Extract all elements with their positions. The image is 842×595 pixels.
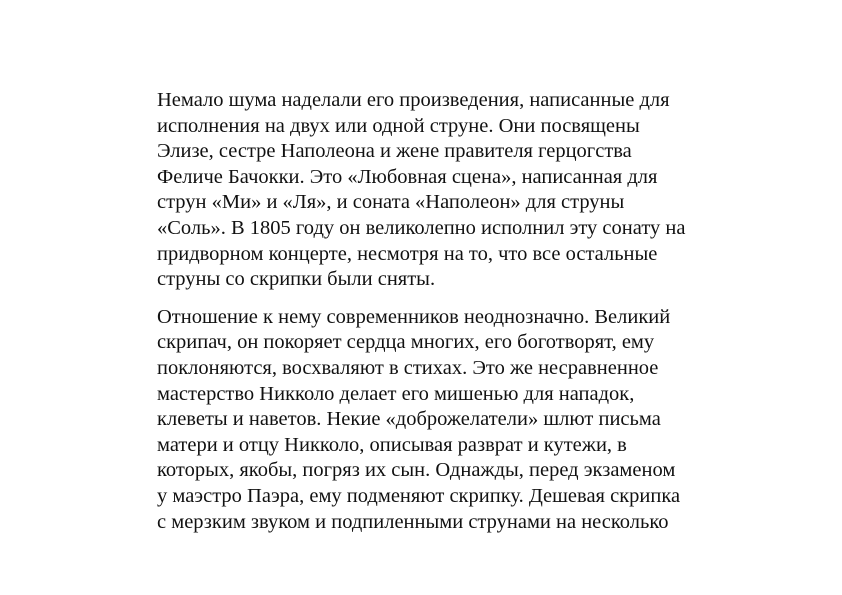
text-line: струны со скрипки были сняты. <box>157 268 436 291</box>
text-line: придворном концерте, несмотря на то, что все остальные <box>157 242 658 265</box>
document-text <box>157 88 757 535</box>
paragraph-2 <box>157 305 757 535</box>
text-line: Немало шума наделали его произведения, написанные для <box>157 89 670 111</box>
text-line: Феличе Бачокки. Это «Любовная сцена», написанная для <box>157 165 658 188</box>
text-line: поклоняются, восхваляют в стихах. Это же несравненное <box>157 356 659 379</box>
text-line: исполнения на двух или одной струне. Они посвящены <box>157 114 640 137</box>
paragraph-1 <box>157 88 757 293</box>
text-line: клеветы и наветов. Некие «доброжелатели» шлют письма <box>157 408 661 431</box>
text-line: Отношение к нему современников неоднозначно. Великий <box>157 305 671 328</box>
text-line: скрипач, он покоряет сердца многих, его боготворят, ему <box>157 331 655 354</box>
text-line: с мерзким звуком и подпиленными струнами на несколько <box>157 510 669 533</box>
text-line: которых, якобы, погряз их сын. Однажды, перед экзаменом <box>157 459 676 482</box>
text-line: мастерство Никколо делает его мишенью для нападок, <box>157 382 635 405</box>
text-line: Элизе, сестре Наполеона и жене правителя герцогства <box>157 140 632 163</box>
text-line: матери и отцу Никколо, описывая разврат и кутежи, в <box>157 433 627 456</box>
text-line: струн «Ми» и «Ля», и соната «Наполеон» для струны <box>157 191 625 214</box>
text-line: у маэстро Паэра, ему подменяют скрипку. Дешевая скрипка <box>157 484 681 507</box>
text-line: «Соль». В 1805 году он великолепно исполнил эту сонату на <box>157 216 686 239</box>
